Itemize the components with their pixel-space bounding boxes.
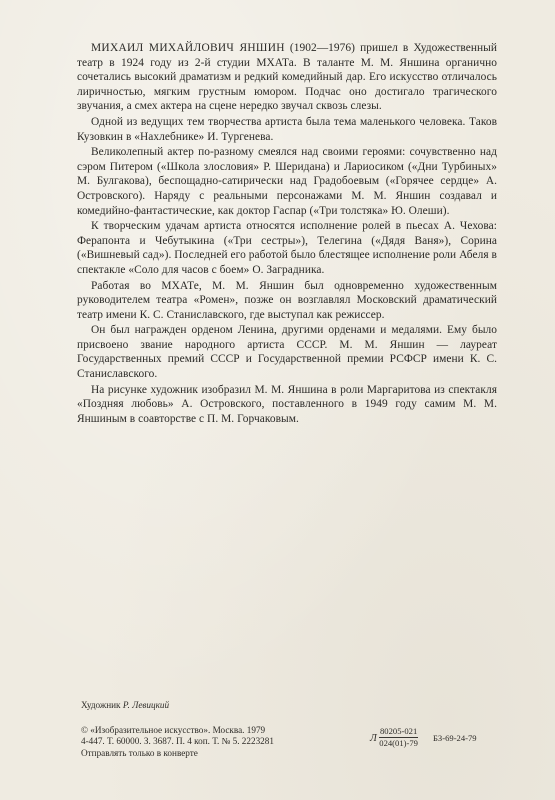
paragraph-illustration-note: На рисунке художник изобразил М. М. Яншина в роли Маргаритова из спектакля «Поздняя любовь» А. Островского, поставленного в 1949 году самим М. М. Яншиным в соавторстве с П. М. Горчаковым. xyxy=(77,383,497,425)
publication-imprint xyxy=(81,725,501,761)
paragraph-theatre-leadership: Работая во МХАТе, М. М. Яншин был одновременно художественным руководителем театра «Ромен», позже он возглавлял Московский драматический театр имени К. С. Станиславского, где выступал как режиссер. xyxy=(77,279,497,321)
artist-name: Р. Левицкий xyxy=(122,700,170,710)
biography-text xyxy=(77,41,497,427)
publisher-line: © «Изобразительное искусство». Москва. 1979 xyxy=(81,724,266,735)
fraction-denominator: 024(01)-79 xyxy=(379,737,418,748)
imprint-footer xyxy=(81,700,501,761)
mailing-note: Отправлять только в конверте xyxy=(81,747,198,758)
paragraph-comic-roles: Великолепный актер по-разному смеялся над своими героями: сочувственно над сэром Питером («Школа злословия» Р. Шеридана) и Лариосиком («Дни Турбиных» М. Булгакова), беспощадно-сатирически над Градобоевым («Горячее сердце» А. Островского). Наряду с реальными персонажами М. М. Яншин создавал и комедийно-фантастические, как доктор Гаспар («Три толстяка» Ю. Олеши). xyxy=(77,146,497,217)
paragraph-intro xyxy=(77,41,497,114)
actor-name: МИХАИЛ МИХАЙЛОВИЧ ЯНШИН xyxy=(91,42,285,54)
paragraph-awards: Он был награжден орденом Ленина, другими орденами и медалями. Ему было присвоено звание народного артиста СССР. М. М. Яншин — лауреат Государственных премий СССР и Государственной премии РСФСР имени К. С. Станиславского. xyxy=(77,324,497,381)
fraction-numerator: 80205-021 xyxy=(380,725,418,736)
paragraph-intro-body: (1902—1976) пришел в Художественный театр в 1924 году из 2-й студии МХАТа. В таланте М. М. Яншина органично сочетались высокий драматизм и редкий комедийный дар. Его искусство отличалось лиричностью, мягким грустным юмором. Подчас оно достигало трагического звучания, а смех актера на сцене нередко звучал сквозь слезы. xyxy=(77,42,497,113)
print-data-line: 4-447. Т. 60000. З. 3687. П. 4 коп. Т. № 5. 2223281 xyxy=(81,736,274,746)
artist-label: Художник xyxy=(81,700,121,710)
series-letter: Л xyxy=(370,732,377,744)
paragraph-chekhov-roles: К творческим удачам артиста относятся исполнение ролей в пьесах А. Чехова: Ферапонта и Чебутыкина («Три сестры»), Телегина («Дядя Ваня»), Сорина («Вишневый сад»). Последней его работой было блестящее исполнение роли Абеля в спектакле «Соло для часов с боем» О. Заградника. xyxy=(77,220,497,276)
index-fraction xyxy=(379,726,418,749)
price-code: БЗ-69-24-79 xyxy=(433,732,477,743)
artist-credit xyxy=(81,700,501,712)
paragraph-little-man-theme: Одной из ведущих тем творчества артиста была тема маленького человека. Таков Кузовкин в «Нахлебнике» И. Тургенева. xyxy=(77,115,497,143)
imprint-lines xyxy=(81,725,371,760)
